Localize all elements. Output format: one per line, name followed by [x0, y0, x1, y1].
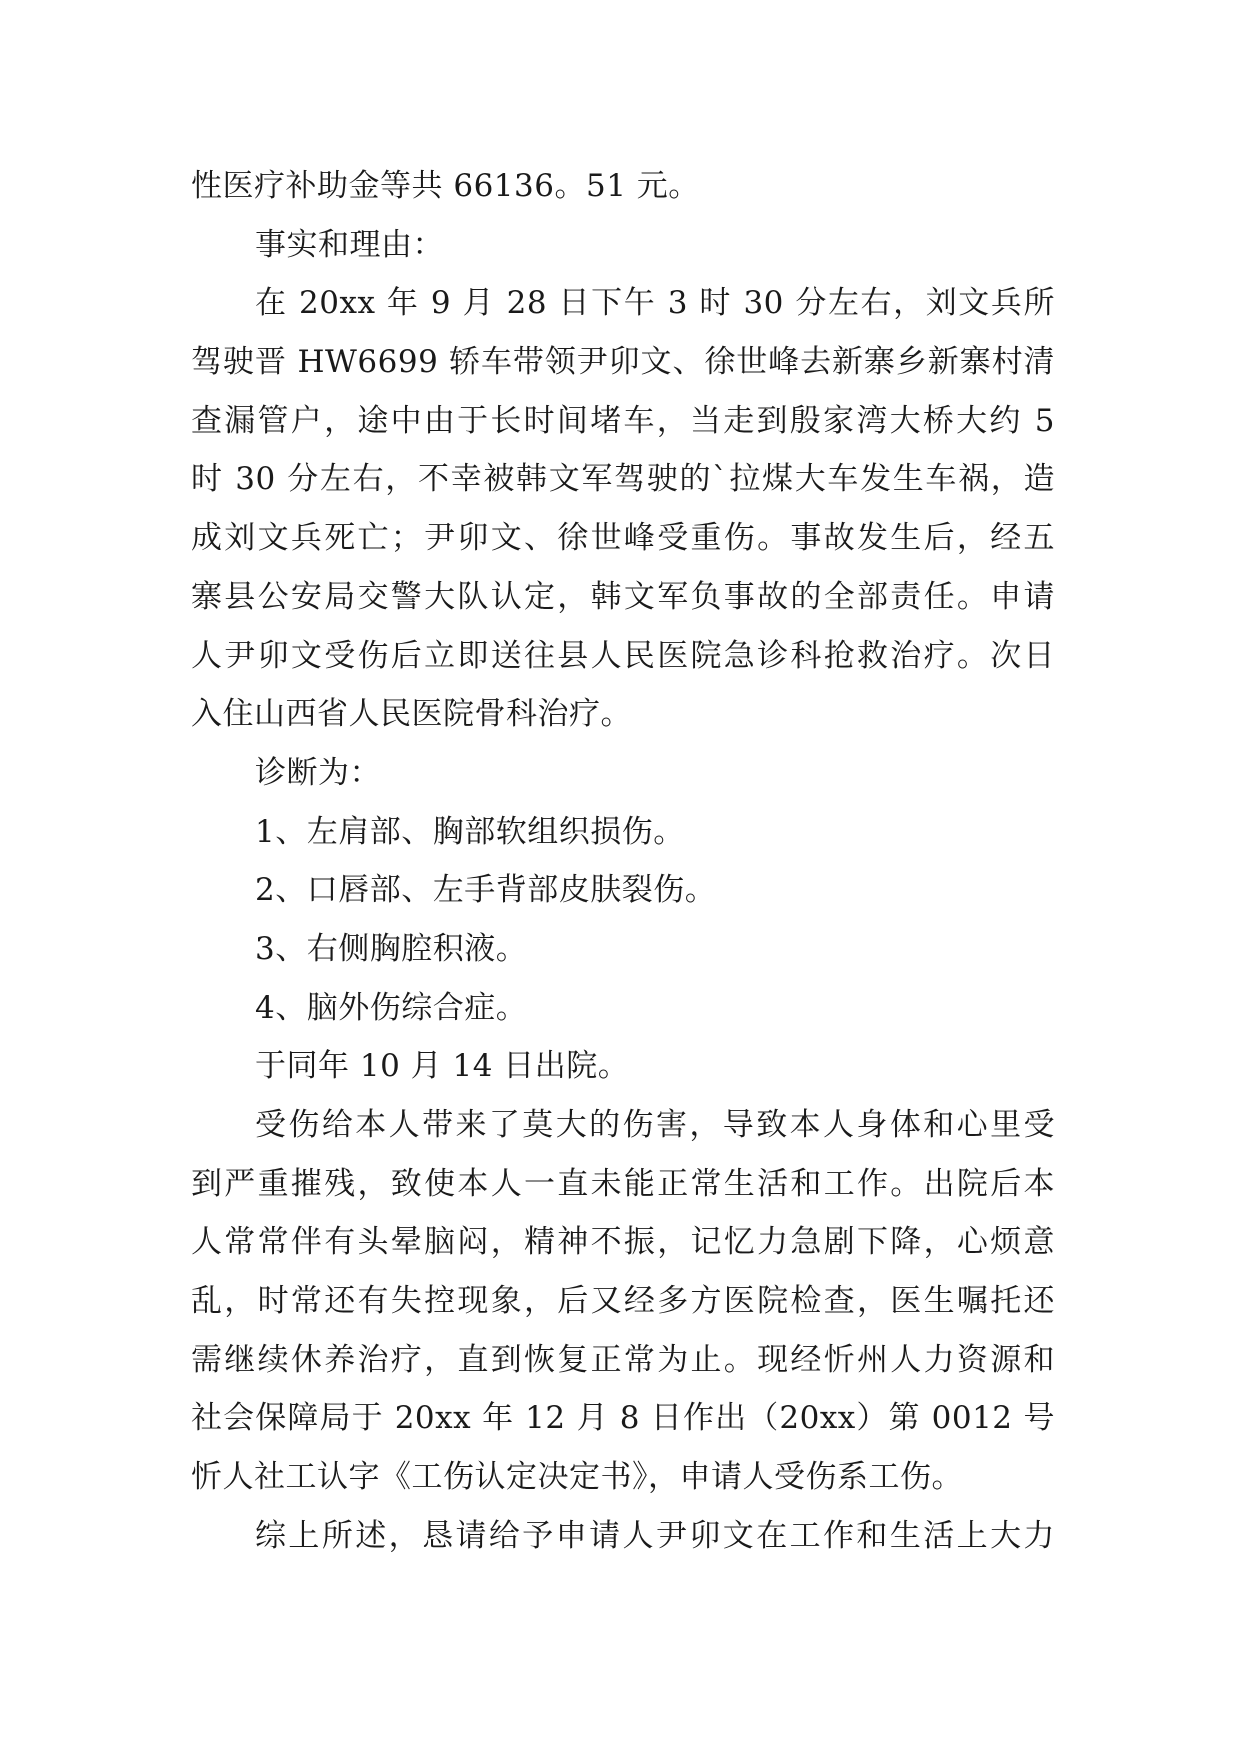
text-line: 于同年 10 月 14 日出院。	[255, 1048, 630, 1085]
text-line: 入住山西省人民医院骨科治疗。	[191, 696, 632, 733]
text-line: 人尹卯文受伤后立即送往县人民医院急诊科抢救治疗。次日	[191, 637, 1055, 674]
text-line: 3、右侧胸腔积液。	[255, 930, 528, 967]
text-line: 综上所述，恳请给予申请人尹卯文在工作和生活上大力	[255, 1517, 1055, 1554]
text-line: 乱，时常还有失控现象，后又经多方医院检查，医生嘱托还	[191, 1283, 1055, 1320]
text-line: 社会保障局于 20xx 年 12 月 8 日作出（20xx）第 0012 号	[191, 1400, 1055, 1437]
text-line: 驾驶晋 HW6699 轿车带领尹卯文、徐世峰去新寨乡新寨村清	[191, 344, 1055, 381]
text-line: 事实和理由：	[255, 226, 444, 263]
text-line: 1、左肩部、胸部软组织损伤。	[255, 813, 685, 850]
text-line: 性医疗补助金等共 66136。51 元。	[191, 168, 700, 204]
text-line: 2、口唇部、左手背部皮肤裂伤。	[255, 872, 717, 909]
text-line: 诊断为：	[255, 754, 381, 791]
text-line: 4、脑外伤综合症。	[255, 989, 528, 1026]
document-body	[191, 157, 1055, 1566]
text-line: 时 30 分左右，不幸被韩文军驾驶的`拉煤大车发生车祸，造	[191, 461, 1055, 498]
text-line: 寨县公安局交警大队认定，韩文军负事故的全部责任。申请	[191, 578, 1055, 615]
text-line: 在 20xx 年 9 月 28 日下午 3 时 30 分左右，刘文兵所	[255, 285, 1055, 322]
text-line: 成刘文兵死亡；尹卯文、徐世峰受重伤。事故发生后，经五	[191, 520, 1055, 557]
text-line: 忻人社工认字《工伤认定决定书》，申请人受伤系工伤。	[191, 1459, 963, 1496]
text-line: 查漏管户，途中由于长时间堵车，当走到殷家湾大桥大约 5	[191, 402, 1055, 439]
text-line: 受伤给本人带来了莫大的伤害，导致本人身体和心里受	[255, 1107, 1055, 1143]
text-line: 人常常伴有头晕脑闷，精神不振，记忆力急剧下降，心烦意	[191, 1224, 1055, 1261]
text-line: 需继续休养治疗，直到恢复正常为止。现经忻州人力资源和	[191, 1341, 1055, 1378]
text-line: 到严重摧残，致使本人一直未能正常生活和工作。出院后本	[191, 1165, 1055, 1202]
